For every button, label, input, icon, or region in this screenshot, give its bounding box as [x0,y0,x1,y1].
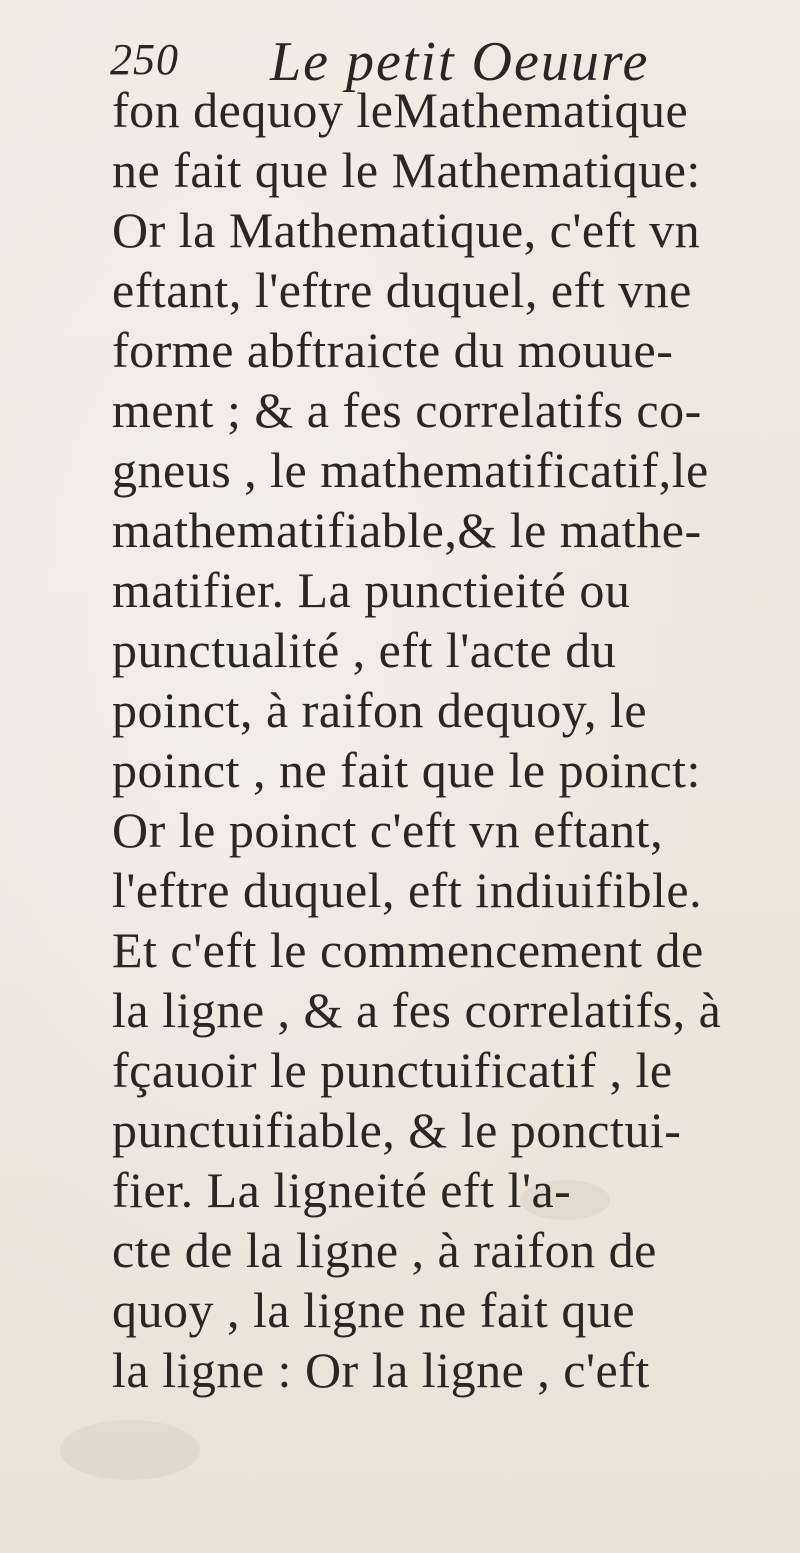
text-line: Et c'eft le commencement de [112,922,704,978]
text-line: la ligne : Or la ligne , c'eft [112,1342,650,1398]
text-line: poinct, à raifon dequoy, le [112,682,648,738]
text-line: quoy , la ligne ne fait que [112,1282,636,1338]
text-line: forme abftraicte du mouue- [112,322,674,378]
text-line: fon dequoy leMathematique [112,82,689,138]
text-line: ment ; & a fes correlatifs co- [112,382,702,438]
running-title: Le petit Oeuure [270,31,650,93]
text-line: cte de la ligne , à raifon de [112,1222,657,1278]
text-line: Or le poinct c'eft vn eftant, [112,802,664,858]
text-line: poinct , ne fait que le poinct: [112,742,701,798]
text-line: eftant, l'eftre duquel, eft vne [112,262,692,318]
text-line: l'eftre duquel, eft indiuifible. [112,862,703,918]
paper-stain [60,1420,200,1480]
page-number: 250 [110,35,179,84]
text-line: punctuifiable, & le ponctui- [112,1102,682,1158]
text-line: la ligne , & a fes correlatifs, à [112,982,722,1038]
text-line: mathematifiable,& le mathe- [112,502,702,558]
text-line: gneus , le mathematificatif,le [112,442,709,498]
text-line: punctualité , eft l'acte du [112,622,617,678]
text-line: Or la Mathematique, c'eft vn [112,202,701,258]
text-line: fier. La ligneité eft l'a- [112,1162,572,1218]
text-line: fçauoir le punctuificatif , le [112,1042,673,1098]
text-line: ne fait que le Mathematique: [112,142,701,198]
text-line: matifier. La punctieité ou [112,562,631,618]
